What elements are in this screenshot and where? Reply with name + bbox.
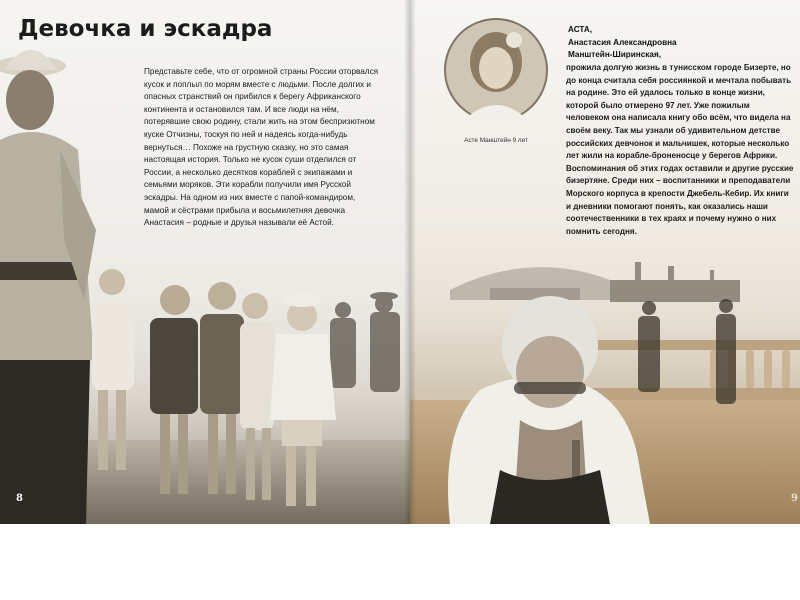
left-page [0,0,410,524]
person-name-heading [568,24,677,62]
page-number-right: 9 [791,493,798,504]
page-number-left: 8 [16,493,23,504]
book-gutter [404,0,416,524]
name-line: АСТА, [568,25,593,34]
portrait-caption: Асте Манштейн 9 лет [464,137,528,144]
name-line: Манштейн-Ширинская, [568,50,662,59]
chapter-title: Девочка и эскадра [18,16,273,42]
name-line: Анастасия Александровна [568,37,677,47]
intro-paragraph: Представьте себе, что от огромной страны России оторвался кусок и поплыл по морям вместе с людьми. После долгих и опасных странствий он прибился к берегу Африканского континента и остановился там. И все люди на нём, потерявшие свою родину, стали жить на этом беспризютном куске Отчизны, тоскуя по ней и надеясь когда-нибудь вернуться… Похоже на грустную сказку, но это самая настоящая история. Только не кусок суши отделился от России, а несколько десятков кораблей с экипажами и семьями моряков. Эти корабли получили имя Русской эскадры. На одном из них вместе с папой-командиром, мамой и сёстрами прибыла и восьмилетняя девочка Анастасия – родные и друзья называли её Астой. [144,67,379,228]
right-page [410,0,800,524]
biography-paragraph: прожила долгую жизнь в тунисском городе Бизерте, но до конца считала себя россиянкой и мечтала побывать на родине. Это ей удалось только в конце жизни, которой было отмерено 97 лет. Уже пожилым человеком она написала книгу обо всём, что видела на своём веку. Так мы узнали об удивительном детстве российских девчонок и мальчишек, которые несколько лет жили на корабле-броненосце у берегов Африки. Воспоминания об этих годах оставили и другие русские бизертяне. Среди них – воспитанники и преподаватели Морского корпуса в крепости Джебель-Кебир. Их книги и дневники помогают понять, как оказались наши соотечественники в тех краях и почему нужно о них помнить сегодня. [566,63,794,236]
officer-figure [0,50,96,524]
asta-child-portrait [444,18,548,122]
